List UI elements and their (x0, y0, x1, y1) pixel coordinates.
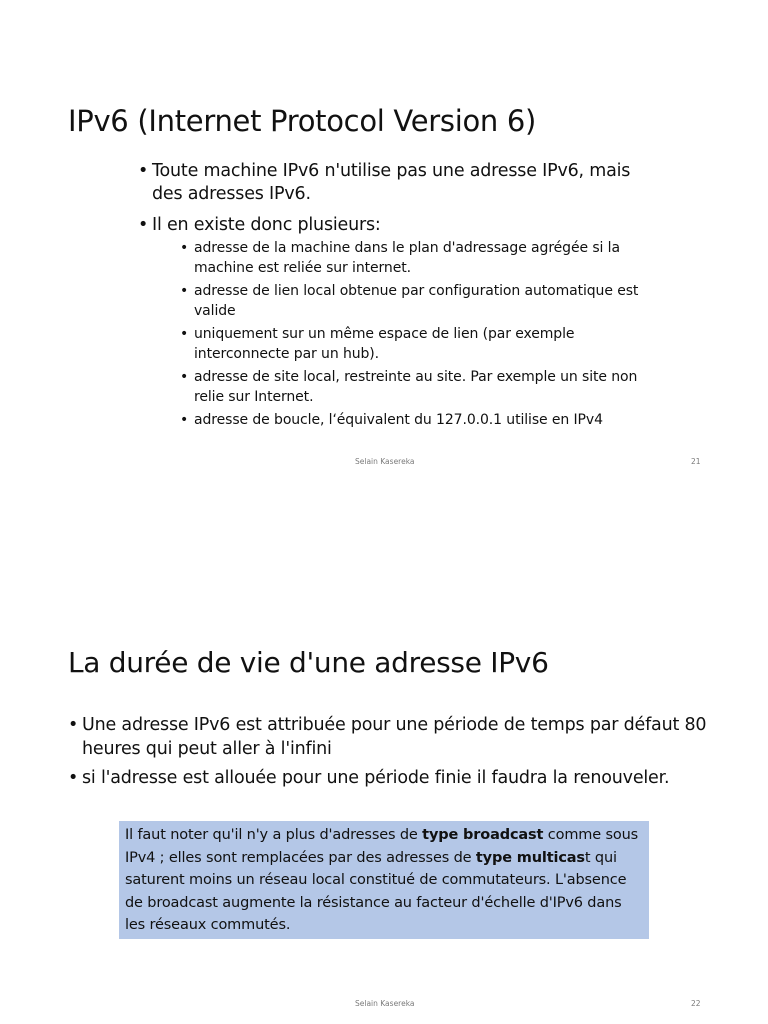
bullet-item: • si l'adresse est allouée pour une période finie il faudra la renouveler. (68, 767, 718, 791)
footer-author: Selain Kasereka (355, 999, 415, 1008)
sub-bullet-item: • adresse de site local, restreinte au site. Par exemple un site non relie sur Internet. (180, 368, 658, 407)
page-number: 21 (691, 457, 701, 466)
sub-bullet-item: • uniquement sur un même espace de lien (par exemple interconnecte par un hub). (180, 325, 658, 364)
bullet-item: • Une adresse IPv6 est attribuée pour une période de temps par défaut 80 heures qui peut aller à l'infini (68, 714, 718, 761)
bullet-item: • Il en existe donc plusieurs: • adresse de la machine dans le plan d'adressage agrégée si la machine est reliée sur internet. • adresse de lien local obtenue par configuration automatique est valide • uniquement sur un même espace de lien (par exemple interconnecte par un hub). • adresse de site local, restreinte au site. Par exemple un site non relie sur Internet. • adresse de boucle, l‘équivalent du 127.0.0.1 utilise en IPv4 (138, 214, 658, 431)
bullet-list (138, 160, 658, 439)
bullet-item: • Toute machine IPv6 n'utilise pas une adresse IPv6, mais des adresses IPv6. (138, 160, 658, 206)
sub-bullet-item: • adresse de la machine dans le plan d'adressage agrégée si la machine est reliée sur internet. (180, 239, 658, 278)
slide-title: IPv6 (Internet Protocol Version 6) (68, 104, 537, 138)
emphasis-broadcast: type broadcast (422, 827, 544, 843)
note-box: Il faut noter qu'il n'y a plus d'adresses de type broadcast comme sous IPv4 ; elles sont remplacées par des adresses de type multicast qui saturent moins un réseau local constitué de commutateurs. L'absence de broadcast augmente la résistance au facteur d'échelle d'IPv6 dans les réseaux commutés. (119, 821, 649, 939)
footer-author: Selain Kasereka (355, 457, 415, 466)
emphasis-multicast: type multicas (475, 849, 585, 866)
page-number: 22 (691, 999, 701, 1008)
sub-bullet-item: • adresse de lien local obtenue par configuration automatique est valide (180, 282, 658, 321)
bullet-list (68, 714, 718, 797)
slide-22 (0, 512, 768, 1024)
slide-title: La durée de vie d'une adresse IPv6 (68, 646, 549, 679)
sub-bullet-list (152, 239, 658, 431)
sub-bullet-item: • adresse de boucle, l‘équivalent du 127.0.0.1 utilise en IPv4 (180, 411, 658, 431)
